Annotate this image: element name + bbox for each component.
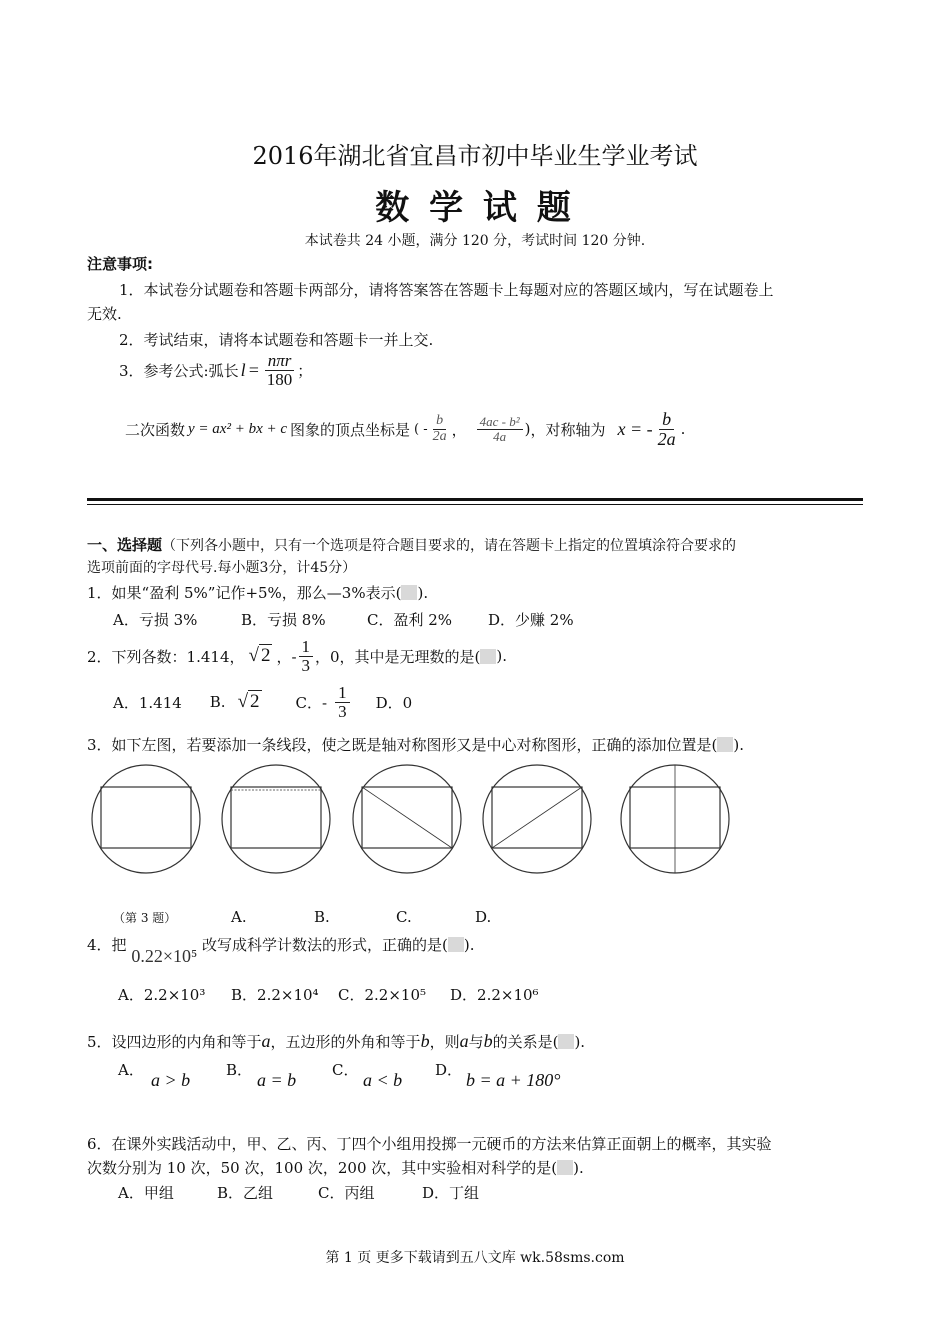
arc-numerator: nπr [265,352,295,371]
q3-caption: （第 3 题） [113,911,177,925]
q5-option-d-label: D． [435,1061,463,1079]
q1-option-b: B．亏损 8% [241,611,326,629]
vx-den: 2a [432,428,447,444]
section-1-desc-cont: 选项前面的字母代号.每小题3分，计45分） [87,560,357,576]
q5-option-b-label: B． [226,1061,253,1079]
q3-label-a: A. [231,908,247,926]
q2-option-c-fraction [335,684,350,721]
question-4 [87,934,475,966]
q5-option-c-label: C． [332,1061,359,1079]
q3-label-c: C. [396,908,412,926]
q2-stem: 2．下列各数：1.414， [87,647,245,666]
vertex-open: ( - [414,421,428,437]
q6-line2: 次数分别为 10 次，50 次，100 次，200 次，其中实验相对科学的是( [87,1159,558,1177]
question-6: 6．在课外实践活动中，甲、乙、丙、丁四个小组用投掷一元硬币的方法来估算正面朝上的概率，其实验 [87,1135,772,1153]
subject-title: 数 学 试 题 [375,188,575,228]
q2-option-a: A．1.414 [113,693,182,712]
q4-option-c: C．2.2×10⁵ [338,986,427,1004]
answer-blank [448,937,464,952]
q6-option-b: B．乙组 [217,1184,274,1202]
q5-var-b2: b [483,1031,493,1051]
q3-label-d: D. [475,908,492,926]
answer-blank [557,1160,573,1175]
q1-end: ). [417,584,429,602]
equals-sign: = [247,359,260,380]
q4-option-a: A．2.2×10³ [118,986,206,1004]
q5-stem-e: 的关系是( [492,1033,559,1051]
q3-end: ). [733,736,745,754]
q3-figure-d [621,765,729,873]
separator-rule-thick [87,498,863,501]
notice-heading: 注意事项: [87,255,153,273]
q6-end: ). [573,1159,584,1177]
section-1-heading: 一、选择题 [87,536,163,554]
q3-figure-a [222,765,330,873]
q5-stem-a: 5．设四边形的内角和等于 [87,1033,262,1051]
q1-option-a: A．亏损 3% [113,611,198,629]
q5-var-b: b [420,1031,430,1051]
axis-text: ，对称轴为 [530,420,606,439]
q2-option-c: C．- [295,693,328,712]
q4-expression: 0.22×10⁵ [131,946,198,966]
question-6-cont [87,1157,584,1178]
quad-prefix: 二次函数 [125,420,186,439]
q5-option-c-expr: a < b [363,1070,403,1090]
axis-lhs: x = - [617,418,653,439]
q4-stem-suffix: 改写成科学计数法的形式，正确的是( [202,936,448,954]
ax-num: b [659,410,674,430]
vy-num: 4ac - b² [477,415,523,430]
question-3 [87,734,744,755]
q2-end: ). [496,647,508,666]
arc-formula-fraction [264,352,296,389]
answer-blank [401,585,417,600]
answer-blank [480,649,496,664]
page-footer: 第 1 页 更多下载请到五八文库 wk.58sms.com [325,1250,625,1266]
notice-item-1: 1．本试卷分试题卷和答题卡两部分，请将答案答在答题卡上每题对应的答题区域内，写在试题卷上 [119,281,774,299]
vertex-close: ) [524,420,531,439]
axis-fraction [655,410,679,449]
quadratic-formula-line [125,410,685,449]
ax-den: 2a [657,428,676,449]
q5-option-b-expr: a = b [257,1070,297,1090]
vertex-comma: ， [451,420,467,439]
q2-option-b: B. [209,693,226,712]
q3-label-b: B. [314,908,330,926]
q1-option-c: C．盈利 2% [367,611,453,629]
arc-denominator: 180 [266,369,293,389]
q3-figure-c [483,765,591,873]
question-5 [87,1031,585,1052]
q4-option-b: B．2.2×10⁴ [231,986,319,1004]
q2-radicand: 2 [260,645,271,667]
q3-figure-original [92,765,200,873]
q5-stem-b: ，五边形的外角和等于 [270,1033,421,1051]
q4-option-d: D．2.2×10⁶ [450,986,539,1004]
q3-figures [85,755,745,885]
q2-frac-num: 1 [299,638,314,657]
notice-item-2: 2．考试结束，请将本试题卷和答题卡一并上交. [119,331,434,349]
q3-figure-b [353,765,461,873]
q6-option-d: D．丁组 [422,1184,480,1202]
quad-mid: 图象的顶点坐标是 [290,420,411,439]
q6-option-c: C．丙组 [318,1184,375,1202]
exam-info: 本试卷共 24 小题，满分 120 分，考试时间 120 分钟. [304,233,646,249]
q1-option-d: D．少赚 2% [488,611,574,629]
q5-var-a2: a [459,1031,469,1051]
q2-option-c-den: 3 [338,701,347,721]
q5-stem-c: ，则 [429,1033,460,1051]
q1-stem: 1．如果“盈利 5%”记作+5%，那么—3%表示( [87,584,402,602]
q2-frac-den: 3 [301,655,311,675]
q3-stem: 3．如下左图，若要添加一条线段，使之既是轴对称图形又是中心对称图形，正确的添加位置是( [87,736,718,754]
quad-expression: y = ax² + bx + c [188,420,288,437]
arc-suffix: ； [297,361,313,380]
section-1-desc: （下列各小题中，只有一个选项是符合题目要求的，请在答题卡上指定的位置填涂符合要求的 [162,538,737,554]
q5-end: ). [574,1033,586,1051]
q2-option-b-radicand: 2 [250,691,260,713]
q2-sqrt: √ 2 [248,645,271,667]
q2-options [113,684,412,721]
q5-option-a-expr: a > b [151,1070,191,1090]
question-1 [87,582,428,603]
exam-title: 2016年湖北省宜昌市初中毕业生学业考试 [252,142,698,170]
q6-option-a: A．甲组 [118,1184,174,1202]
notice-item-1-cont: 无效. [87,305,122,323]
q2-option-d: D．0 [375,693,413,712]
q2-option-b-sqrt: √ 2 [237,691,260,713]
q5-option-d-expr: b = a + 180° [466,1070,561,1090]
q5-stem-d: 与 [468,1033,484,1051]
q5-var-a: a [261,1031,271,1051]
notice-item-3 [119,352,312,389]
arc-var: l [240,359,246,380]
arc-length-label: 3．参考公式:弧长 [119,361,239,380]
q2-stem-end: ，0，其中是无理数的是( [315,647,481,666]
q2-sep: ，- [276,647,297,666]
axis-end: . [680,420,686,439]
vertex-y-fraction [477,415,523,443]
vx-num: b [433,414,446,430]
q5-option-a-label: A． [118,1061,144,1079]
q4-end: ). [463,936,475,954]
question-2 [87,638,507,675]
section-1-header [87,534,736,555]
q2-option-c-num: 1 [335,684,350,703]
answer-blank [558,1034,574,1049]
separator-rule-thin [87,504,863,505]
vy-den: 4a [493,428,507,444]
q2-fraction [299,638,314,675]
answer-blank [717,737,733,752]
vertex-x-fraction [430,414,450,444]
q4-stem-prefix: 4．把 [87,936,127,954]
